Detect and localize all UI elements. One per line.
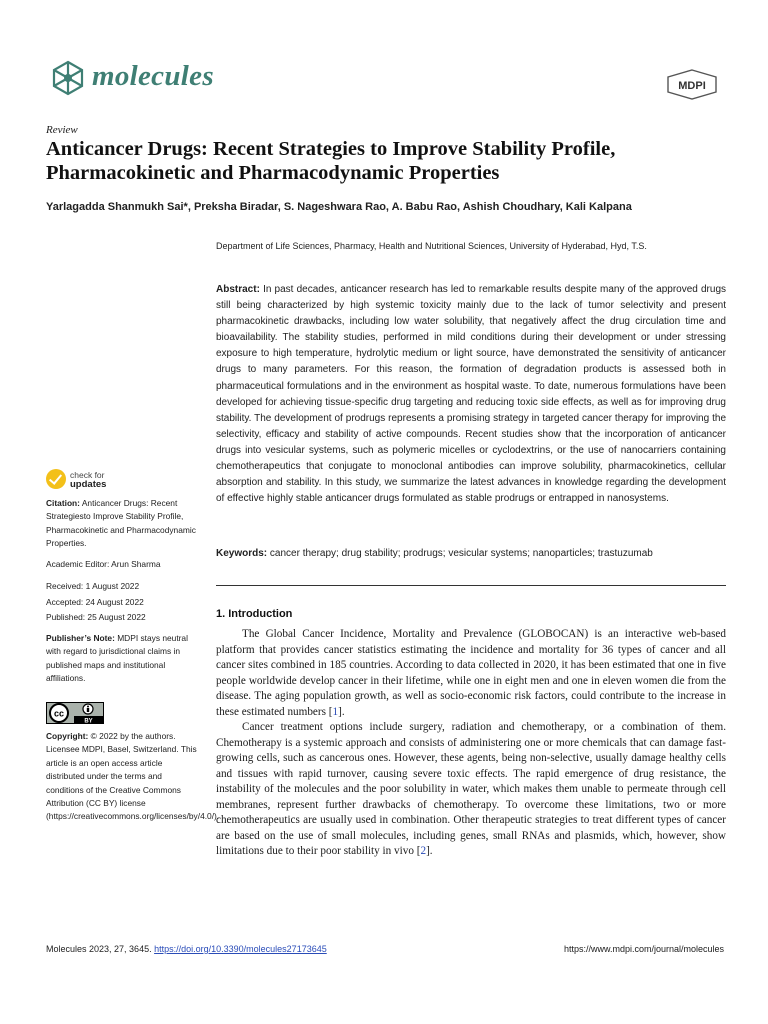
publisher-note-text: MDPI stays neutral with regard to jurisdictional claims in published maps and institutional affiliations. xyxy=(46,633,188,684)
svg-text:cc: cc xyxy=(53,708,65,719)
author-list: Yarlagadda Shanmukh Sai*, Preksha Biradar, S. Nageshwara Rao, A. Babu Rao, Ashish Choudhary, Kali Kalpana xyxy=(46,201,632,213)
license-badge-text: BY xyxy=(84,718,93,724)
reference-link[interactable]: 1 xyxy=(332,705,339,718)
affiliation: Department of Life Sciences, Pharmacy, Health and Nutritional Sciences, University of Hyderabad, Hyd, T.S. xyxy=(216,241,647,251)
paragraph-end: ]. xyxy=(338,705,345,718)
published-date: Published: 25 August 2022 xyxy=(46,612,146,622)
paragraph xyxy=(216,627,726,720)
abstract-text: In past decades, anticancer research has led to remarkable results despite many of the approved drugs still being characterized by high systemic toxicity mainly due to the lack of tumor selectivity and present pharmacokinetic drawbacks, including low water solubility, that negatively affect the drug circulation time and bioavailability. The stability studies, performed in mild conditions during their development or under stressing exposure to high temperature, hydrolytic medium or light source, have demonstrated the sensitivity of anticancer drugs to many parameters. For this reason, the formation of degradation products is assessed both in pharmaceutical formulations and in the environment as hospital waste. To date, numerous formulations have been developed for achieving tissue-specific drug targeting and reducing toxic side effects, as well as for improving drug stability. The development of prodrugs represents a promising strategy in targeted cancer therapy for improving the selectivity, efficacy and stability of active compounds. Recent studies show that the incorporation of anticancer drugs into vesicular systems, such as polymeric micelles or cyclodextrins, or the use of nanocarriers containing chemotherapeutics that conjugate to monoclonal antibodies can improve solubility, pharmacokinetics, cellular absorption and stability. In this study, we summarize the latest advances in knowledge regarding the development of effective highly stable anticancer drugs formulated as stable prodrugs or entrapped in nanosystems. xyxy=(216,284,727,505)
section-heading-introduction: 1. Introduction xyxy=(216,608,293,620)
paragraph-text: The Global Cancer Incidence, Mortality and Prevalence (GLOBOCAN) is an interactive web-based platform that provides cancer statistics estimating the incidence and mortality for 36 types of cancer and all cancer sites combined in 185 countries. According to data collected in 2020, it has been estimated that one in five people worldwide develop cancer in their lifetime, while one in eight men and one in eleven women die from the disease. The aging population growth, as well as socio-economic risk factors, could contribute to the increase in these estimated numbers [ xyxy=(216,628,726,718)
cc-by-license-icon[interactable] xyxy=(46,702,104,724)
keywords-label: Keywords: xyxy=(216,548,268,559)
article-type: Review xyxy=(46,124,78,136)
check-updates-small-label: check for xyxy=(70,470,105,480)
keywords xyxy=(216,548,726,559)
received-date: Received: 1 August 2022 xyxy=(46,581,140,591)
copyright-text: © 2022 by the authors. Licensee MDPI, Basel, Switzerland. This article is an open access article distributed under the terms and conditions of the Creative Commons Attribution (CC BY) license (https://creativecommons.org/licenses/by/4.0/). xyxy=(46,731,220,822)
accepted-date: Accepted: 24 August 2022 xyxy=(46,597,144,607)
article-title: Anticancer Drugs: Recent Strategies to Improve Stability Profile, Pharmacokinetic and Pharmacodynamic Properties xyxy=(46,138,616,184)
reference-link[interactable]: 2 xyxy=(420,845,427,857)
molecule-hexagon-icon xyxy=(46,58,90,98)
publisher-note xyxy=(46,632,198,686)
mdpi-logo xyxy=(666,69,718,100)
doi-link[interactable]: https://doi.org/10.3390/molecules27173645 xyxy=(154,944,327,954)
keywords-text: cancer therapy; drug stability; prodrugs; vesicular systems; nanoparticles; trastuzumab xyxy=(269,548,653,559)
abstract xyxy=(216,282,726,507)
introduction-body xyxy=(216,627,726,860)
divider xyxy=(216,585,726,586)
journal-name: molecules xyxy=(92,60,214,92)
mdpi-logo-text: MDPI xyxy=(678,80,706,92)
abstract-label: Abstract: xyxy=(216,284,260,295)
copyright-block xyxy=(46,730,220,824)
publisher-note-label: Publisher’s Note: xyxy=(46,633,115,643)
journal-citation: Molecules 2023, 27, 3645. xyxy=(46,944,152,954)
footer-citation xyxy=(46,944,327,954)
citation-block xyxy=(46,497,198,551)
paragraph xyxy=(216,720,726,860)
paragraph-text: Cancer treatment options include surgery, radiation and chemotherapy, or a combination of them. Chemotherapy is a systemic approach and consists of administering one or more chemicals that can damage fast-growing cells, such as cancerous ones. However, these agents, being non-selective, usually damage healthy cells and tissues with rapid turnover, causing severe toxic effects. The rapid emergence of drug resistance, the instability of the molecules and the poor solubility in water, which makes them unable to permeate through cell membranes, represent further drawbacks of chemotherapy. To overcome these limitations, two or more chemotherapeutics are usually used in combination. Other therapeutic strategies to treat different types of cancer are based on the use of small molecules, including genes, small RNAs and plasmids, which, however, show limitations due to their poor stability in vivo [ xyxy=(216,721,726,857)
citation-label: Citation: xyxy=(46,498,80,508)
checkmark-icon xyxy=(46,469,66,489)
check-for-updates-button[interactable] xyxy=(46,469,166,491)
copyright-label: Copyright: xyxy=(46,731,89,741)
check-updates-label: updates xyxy=(70,479,107,490)
paragraph-end: ]. xyxy=(426,845,433,857)
academic-editor: Academic Editor: Arun Sharma xyxy=(46,559,161,569)
journal-url-link[interactable]: https://www.mdpi.com/journal/molecules xyxy=(563,944,724,954)
citation-text: Anticancer Drugs: Recent Strategiesto Improve Stability Profile, Pharmacokinetic and Pharmacodynamic Properties. xyxy=(46,498,196,549)
